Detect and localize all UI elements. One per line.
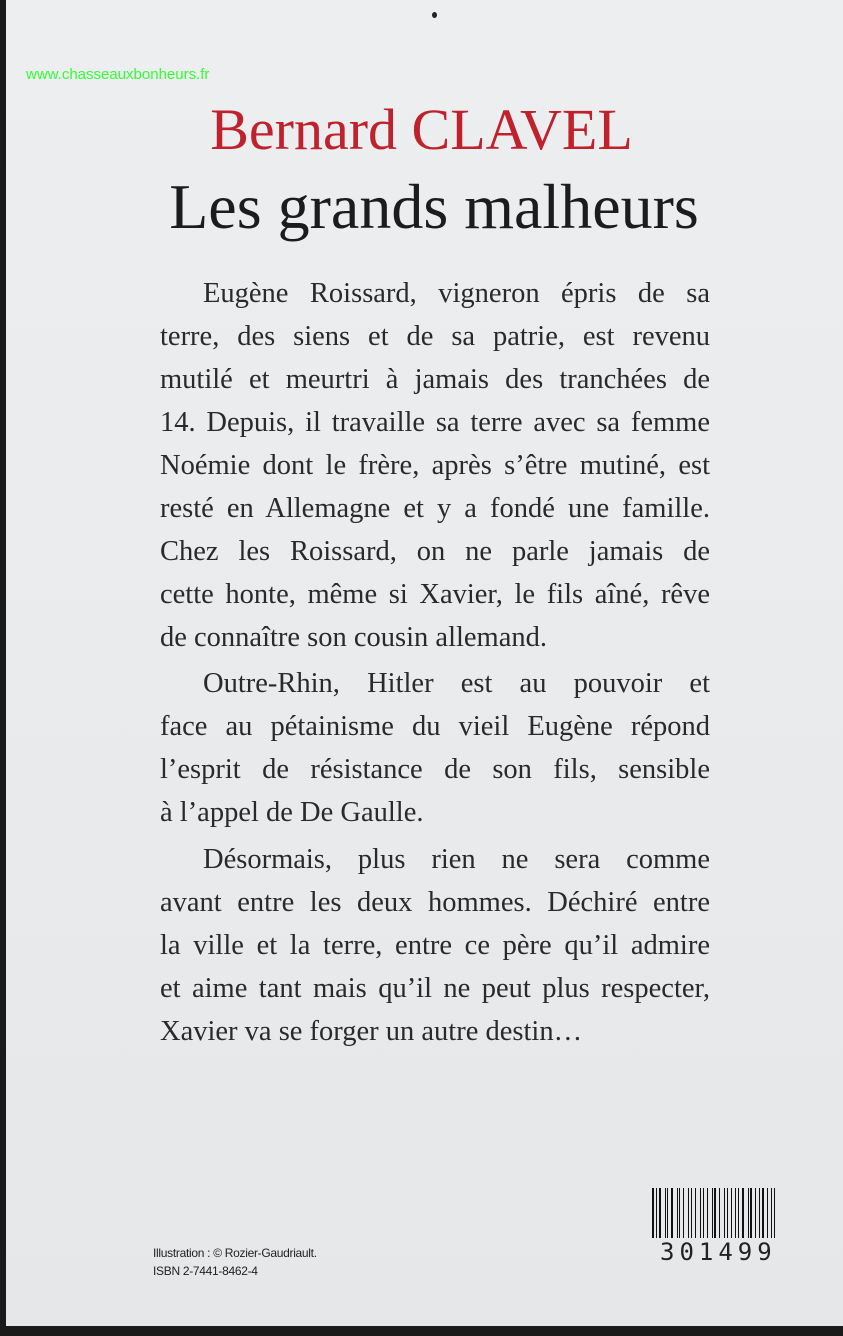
blurb-line: 14. Depuis, il travaille sa terre avec sa femme	[160, 407, 710, 438]
illustration-credit: Illustration : © Rozier-Gaudriault.	[153, 1246, 317, 1260]
barcode-bar	[762, 1188, 764, 1238]
watermark-link[interactable]: www.chasseauxbonheurs.fr	[26, 66, 210, 83]
blurb-line: terre, des siens et de sa patrie, est revenu	[160, 321, 710, 352]
barcode-bar	[703, 1188, 704, 1238]
blurb-line: l’esprit de résistance de son fils, sensible	[160, 754, 710, 785]
blurb-line: et aime tant mais qu’il ne peut plus respecter,	[160, 973, 710, 1004]
barcode-bar	[759, 1188, 760, 1238]
barcode-bar	[683, 1188, 684, 1238]
blurb-line: avant entre les deux hommes. Déchiré entre	[160, 887, 710, 918]
barcode-bar	[727, 1188, 728, 1238]
barcode-bar	[771, 1188, 772, 1238]
blurb-line: resté en Allemagne et y a fondé une famille.	[160, 493, 710, 524]
barcode-bar	[731, 1188, 732, 1238]
blurb-line: Chez les Roissard, on ne parle jamais de	[160, 536, 710, 567]
blurb-line: face au pétainisme du vieil Eugène répond	[160, 711, 710, 742]
blurb-line: la ville et la terre, entre ce père qu’il admire	[160, 930, 710, 961]
barcode-bar	[724, 1188, 725, 1238]
barcode-bar	[656, 1188, 657, 1238]
book-title: Les grands malheurs	[169, 171, 699, 242]
barcode-bar	[774, 1188, 775, 1238]
barcode-bar	[695, 1188, 697, 1238]
barcode-bar	[735, 1188, 736, 1238]
barcode-bar	[667, 1188, 668, 1238]
barcode-number: 301499	[660, 1238, 777, 1266]
barcode-bar	[679, 1188, 680, 1238]
blurb-line: mutilé et meurtri à jamais des tranchées de	[160, 364, 710, 395]
barcode-bar	[665, 1188, 666, 1238]
barcode-bar	[700, 1188, 701, 1238]
blurb-line: à l’appel de De Gaulle.	[160, 797, 424, 828]
barcode-bar	[748, 1188, 749, 1238]
barcode-bar	[707, 1188, 708, 1238]
barcode	[652, 1188, 777, 1238]
isbn: ISBN 2-7441-8462-4	[153, 1264, 258, 1278]
blurb-line: de connaître son cousin allemand.	[160, 622, 548, 653]
barcode-bar	[712, 1188, 713, 1238]
barcode-bar	[671, 1188, 673, 1238]
barcode-bar	[677, 1188, 678, 1238]
blurb-line: Eugène Roissard, vigneron épris de sa	[203, 278, 710, 309]
barcode-bar	[688, 1188, 689, 1238]
barcode-bar	[755, 1188, 756, 1238]
blurb-line: Outre-Rhin, Hitler est au pouvoir et	[203, 668, 710, 699]
speck	[432, 12, 437, 18]
author-name: Bernard CLAVEL	[210, 97, 633, 162]
barcode-bar	[738, 1188, 739, 1238]
barcode-bar	[714, 1188, 716, 1238]
blurb-line: Xavier va se forger un autre destin…	[160, 1016, 583, 1047]
barcode-bar	[767, 1188, 768, 1238]
barcode-bar	[742, 1188, 744, 1238]
barcode-bar	[750, 1188, 751, 1238]
barcode-bar	[652, 1188, 654, 1238]
blurb-line: Noémie dont le frère, après s’être mutiné, est	[160, 450, 710, 481]
barcode-bar	[691, 1188, 692, 1238]
barcode-bar	[659, 1188, 660, 1238]
credits	[153, 1244, 317, 1280]
blurb-line: cette honte, même si Xavier, le fils aîné, rêve	[160, 579, 710, 610]
barcode-bar	[719, 1188, 720, 1238]
blurb-line: Désormais, plus rien ne sera comme	[203, 844, 710, 875]
